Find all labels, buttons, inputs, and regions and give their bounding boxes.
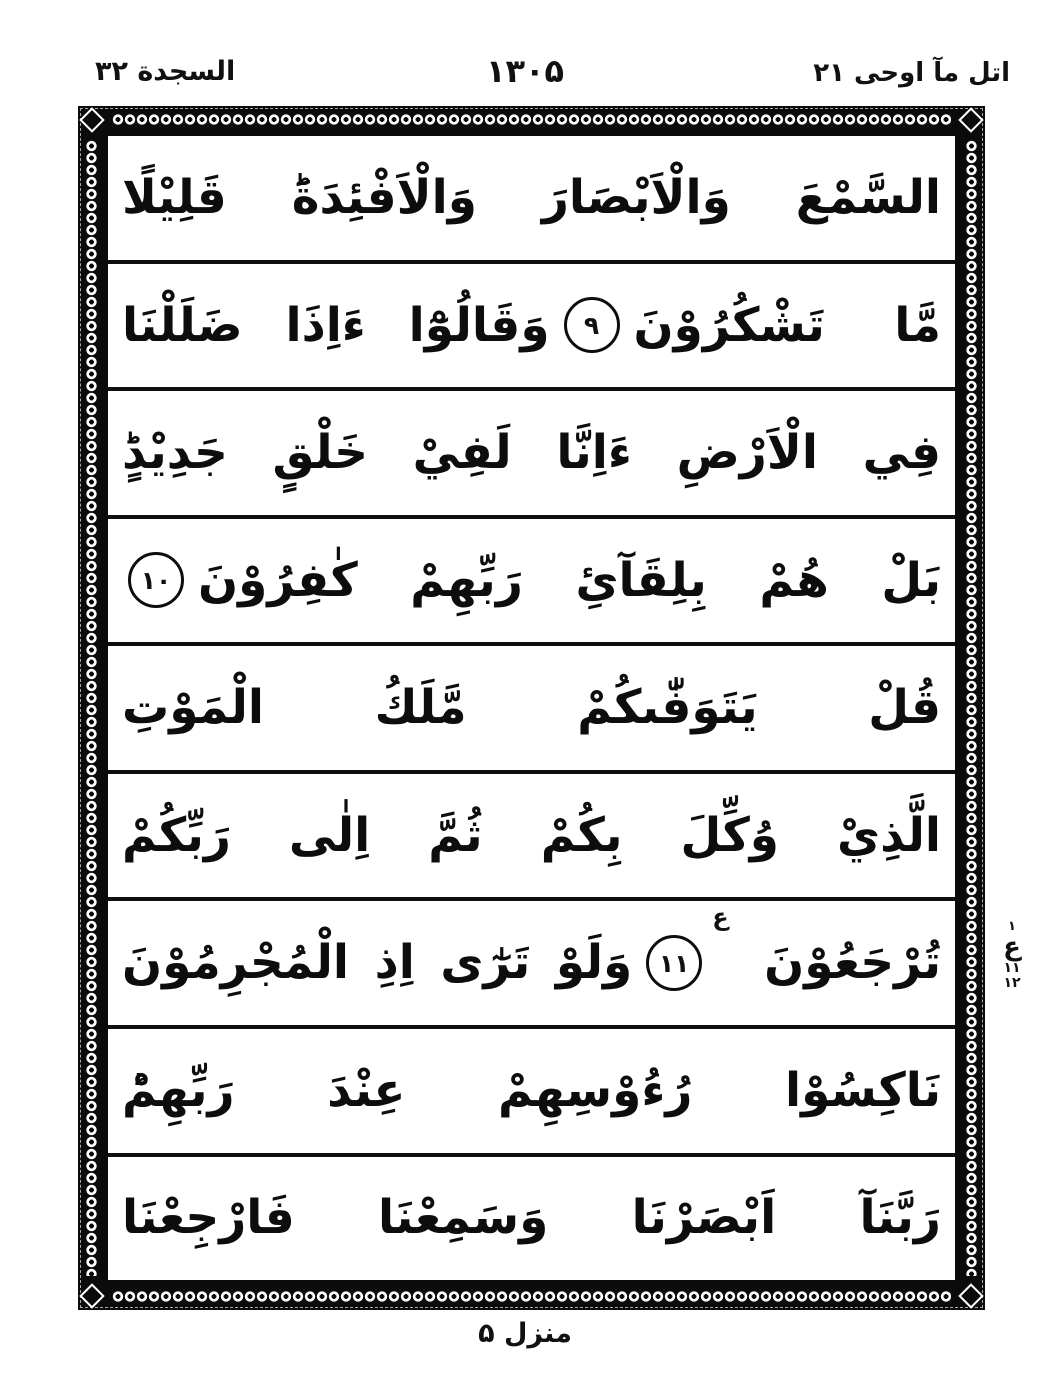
ruku-count-label: ۱: [1008, 919, 1016, 934]
quran-line: [108, 264, 955, 392]
quran-text-segment: وَقَالُوْٓا ءَاِذَا ضَلَلْنَا: [122, 297, 550, 353]
quran-text-segment: الَّذِيْ وُكِّلَ بِكُمْ ثُمَّ اِلٰى رَبِّكُمْ: [122, 807, 941, 863]
page-frame: [78, 106, 985, 1310]
quran-lines: [105, 133, 958, 1283]
quran-text-segment: مَّا تَشْكُرُوْنَ: [633, 297, 941, 353]
corner-ornament-icon: [79, 107, 104, 132]
running-header: [0, 48, 1050, 100]
border-ornament-top: [112, 113, 951, 126]
border-ornament-bottom: [112, 1290, 951, 1303]
corner-ornament-icon: [79, 1283, 104, 1308]
quran-text-segment: بَلْ هُمْ بِلِقَآئِ رَبِّهِمْ كٰفِرُوْنَ: [198, 552, 941, 608]
quran-text-segment: قُلْ يَتَوَفّٰىكُمْ مَّلَكُ الْمَوْتِ: [122, 680, 941, 736]
quran-text-segment: رَبَّنَآ اَبْصَرْنَا وَسَمِعْنَا فَارْجِعْنَا: [122, 1190, 941, 1246]
quran-line: [108, 646, 955, 774]
corner-ornament-icon: [958, 107, 983, 132]
quran-line: [108, 774, 955, 902]
juz-name-label: اتل مآ اوحی ۲۱: [813, 58, 1010, 88]
manzil-label: منزل ۵: [478, 1318, 572, 1349]
quran-line: [108, 901, 955, 1029]
quran-text-segment: نَاكِسُوْا رُءُوْسِهِمْ عِنْدَ رَبِّهِمْؕ: [122, 1062, 941, 1118]
quran-line: [108, 391, 955, 519]
border-ornament-left: [85, 140, 98, 1276]
ruku-ain-icon: ع: [712, 903, 729, 932]
ruku-verse-number: ۱۱: [1003, 959, 1021, 976]
verse-end-marker: ۱۱: [646, 935, 702, 991]
ruku-juz-number: ۱۲: [1003, 974, 1021, 991]
quran-line: [108, 519, 955, 647]
ruku-margin-marker: [988, 920, 1036, 990]
quran-text-segment: السَّمْعَ وَالْاَبْصَارَ وَالْاَفْئِدَةَؕ قَلِيْلًا: [122, 169, 941, 225]
quran-line: [108, 1029, 955, 1157]
quran-line: [108, 1157, 955, 1281]
verse-end-marker: ۱۰: [128, 552, 184, 608]
quran-line: [108, 136, 955, 264]
verse-end-marker: ۹: [564, 297, 620, 353]
surah-name-label: السجدة ۳۲: [95, 56, 236, 87]
ruku-ain-icon: ع: [1003, 931, 1021, 962]
corner-ornament-icon: [958, 1283, 983, 1308]
quran-text-segment: فِي الْاَرْضِ ءَاِنَّا لَفِيْ خَلْقٍ جَدِيْدٍؕ: [122, 425, 941, 481]
quran-text-segment: تُرْجَعُوْنَ: [764, 935, 941, 991]
page-number: ۱۳۰۵: [485, 52, 565, 90]
border-ornament-right: [965, 140, 978, 1276]
quran-text-segment: وَلَوْ تَرٰٓى اِذِ الْمُجْرِمُوْنَ: [121, 935, 633, 991]
